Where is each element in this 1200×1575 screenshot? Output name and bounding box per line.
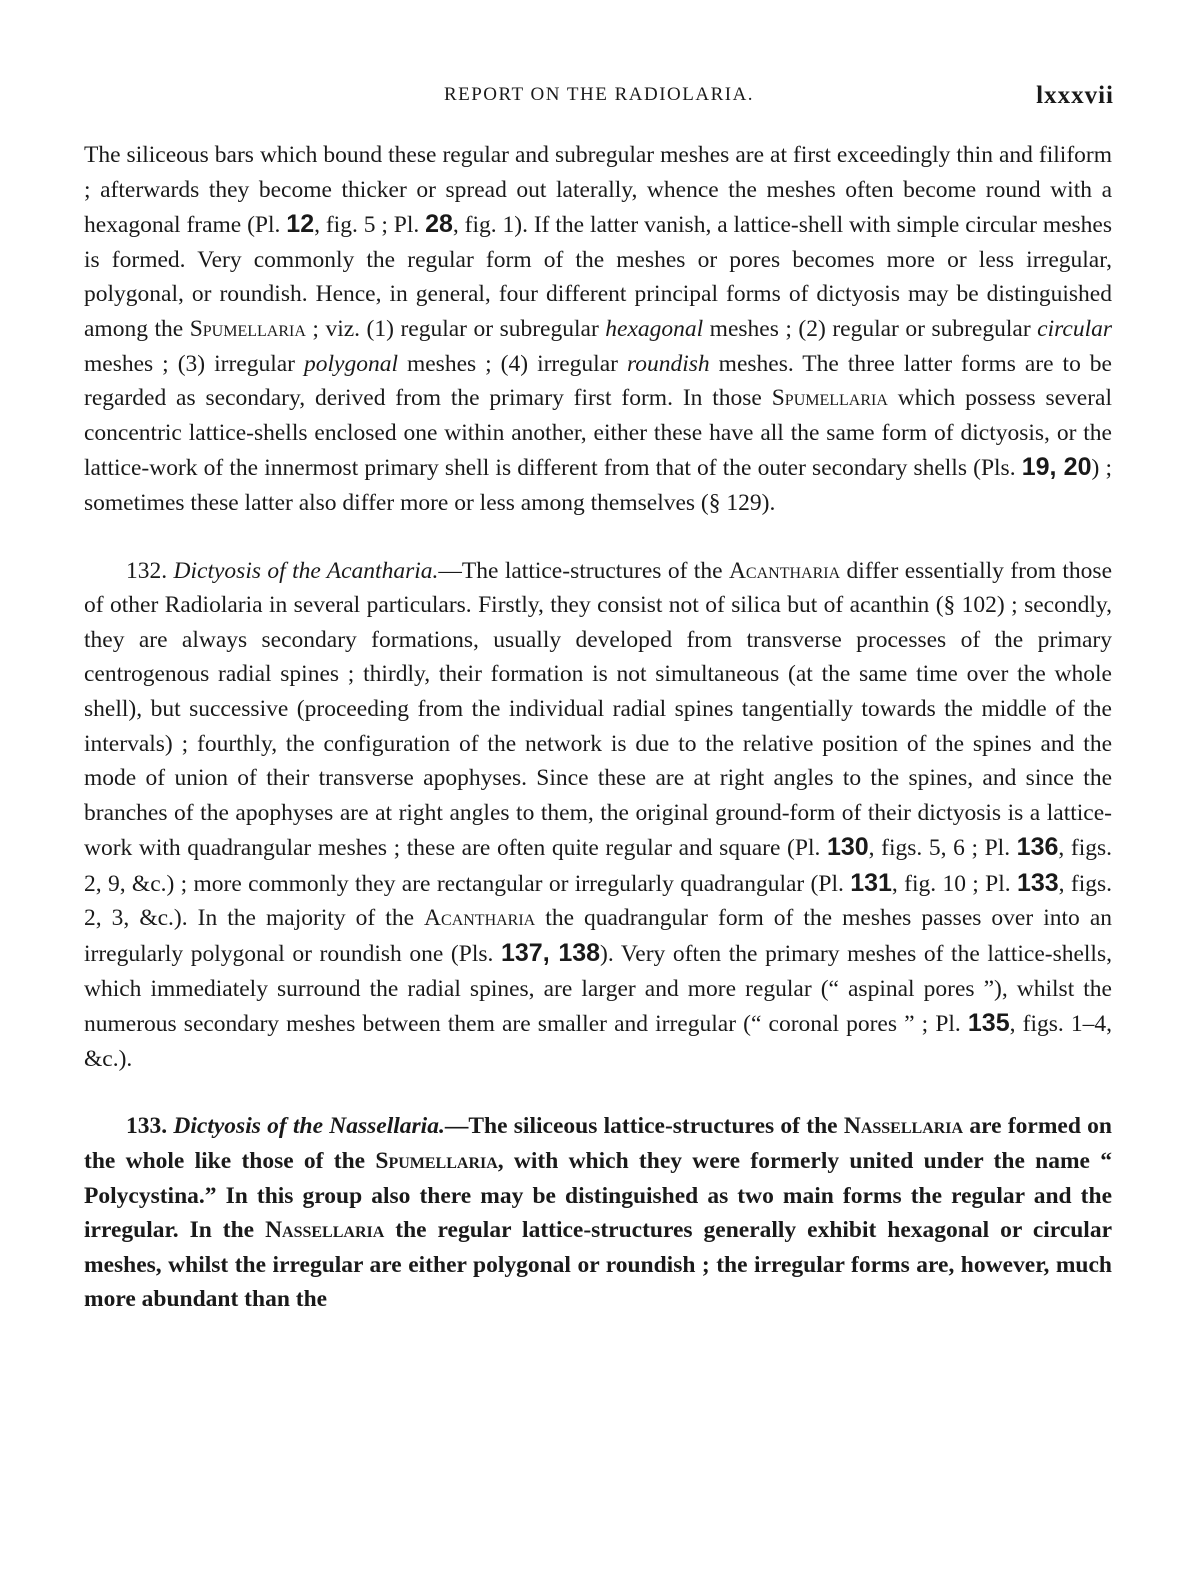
plate-ref: 28 <box>425 210 453 239</box>
plate-ref: 19, 20 <box>1021 453 1092 482</box>
taxon-name: Spumellaria <box>771 385 888 412</box>
taxon-name: Spumellaria <box>189 315 306 342</box>
taxon-name: Nassellaria <box>265 1217 385 1244</box>
page-number: lxxxvii <box>1036 82 1114 109</box>
taxon-name: Acantharia <box>424 905 536 932</box>
section-heading: Dictyosis of the Acantharia. <box>173 557 439 584</box>
section-heading: Dictyosis of the Nassellaria. <box>173 1113 445 1140</box>
plate-ref: 136 <box>1016 833 1059 862</box>
section-133-nassellaria: 133. Dictyosis of the Nassellaria.—The siliceous lattice-structures of the Nassellaria are formed on the whole like those of the Spumellaria, with which they were formerly united under the name “ Polycystina.” In this group also there may be distinguished as two main forms the regular and the irregular. In the Nassellaria the regular lattice-structures generally exhibit hexagonal or circular meshes, whilst the irregular are either polygonal or roundish ; the irregular forms are, however, much more abundant than the <box>84 1113 1112 1313</box>
plate-ref: 130 <box>826 833 869 862</box>
plate-ref: 135 <box>967 1009 1010 1038</box>
taxon-name: Spumellaria <box>375 1148 498 1175</box>
section-number: 133. <box>126 1113 174 1140</box>
running-title: REPORT ON THE RADIOLARIA. <box>443 84 755 105</box>
mesh-form-term: circular <box>1037 315 1112 342</box>
mesh-form-term: polygonal <box>303 350 398 377</box>
plate-ref: 131 <box>850 868 892 897</box>
paragraph-spumellaria-dictyosis: The siliceous bars which bound these regular and subregular meshes are at first exceedingly thin and filiform ; afterwards they become thicker or spread out laterally, whence the meshes often become round with a hexagonal frame (Pl. 12, fig. 5 ; Pl. 28, fig. 1). If the latter vanish, a lattice-shell with simple circular meshes is formed. Very commonly the regular form of the meshes or pores becomes more or less irregular, polygonal, or roundish. Hence, in general, four different principal forms of dictyosis may be distinguished among the Spumellaria ; viz. (1) regular or subregular hexagonal meshes ; (2) regular or subregular circular meshes ; (3) irregular polygonal meshes ; (4) irregular roundish meshes. The three latter forms are to be regarded as secondary, derived from the primary first form. In those Spumellaria which possess several concentric lattice-shells enclosed one within another, either these have all the same form of dictyosis, or the lattice-work of the innermost primary shell is different from that of the outer secondary shells (Pls. 19, 20) ; sometimes these latter also differ more or less among themselves (§ 129). <box>84 142 1113 516</box>
section-132-acantharia: 132. Dictyosis of the Acantharia.—The lattice-structures of the Acantharia differ essentially from those of other Radiolaria in several particulars. Firstly, they consist not of silica but of acanthin (§ 102) ; secondly, they are always secondary formations, usually developed from transverse processes of the primary centrogenous radial spines ; thirdly, their formation is not simultaneous (at the same time over the whole shell), but successive (proceeding from the individual radial spines tangentially towards the middle of the intervals) ; fourthly, the configuration of the network is due to the relative position of the spines and the mode of union of their transverse apophyses. Since these are at right angles to the spines, and since the branches of the apophyses are at right angles to them, the original ground-form of their dictyosis is a lattice-work with quadrangular meshes ; these are often quite regular and square (Pl. 130, figs. 5, 6 ; Pl. 136, figs. 2, 9, &c.) ; more commonly they are rectangular or irregularly quadrangular (Pl. 131, fig. 10 ; Pl. 133, figs. 2, 3, &c.). In the majority of the Acantharia the quadrangular form of the meshes passes over into an irregularly polygonal or roundish one (Pls. 137, 138). Very often the primary meshes of the lattice-shells, which immediately surround the radial spines, are larger and more regular (“ aspinal pores ”), whilst the numerous secondary meshes between them are smaller and irregular (“ coronal pores ” ; Pl. 135, figs. 1–4, &c.). <box>84 557 1113 1072</box>
plate-ref: 12 <box>286 210 315 239</box>
plate-ref: 137, 138 <box>500 939 601 968</box>
taxon-name: Nassellaria <box>843 1113 964 1140</box>
mesh-form-term: hexagonal <box>605 315 704 342</box>
page-header <box>84 84 1114 124</box>
section-number: 132. <box>126 557 174 584</box>
mesh-form-term: roundish <box>626 350 710 377</box>
page-body <box>84 138 1112 1317</box>
taxon-name: Acantharia <box>728 557 841 584</box>
plate-ref: 133 <box>1016 868 1059 897</box>
